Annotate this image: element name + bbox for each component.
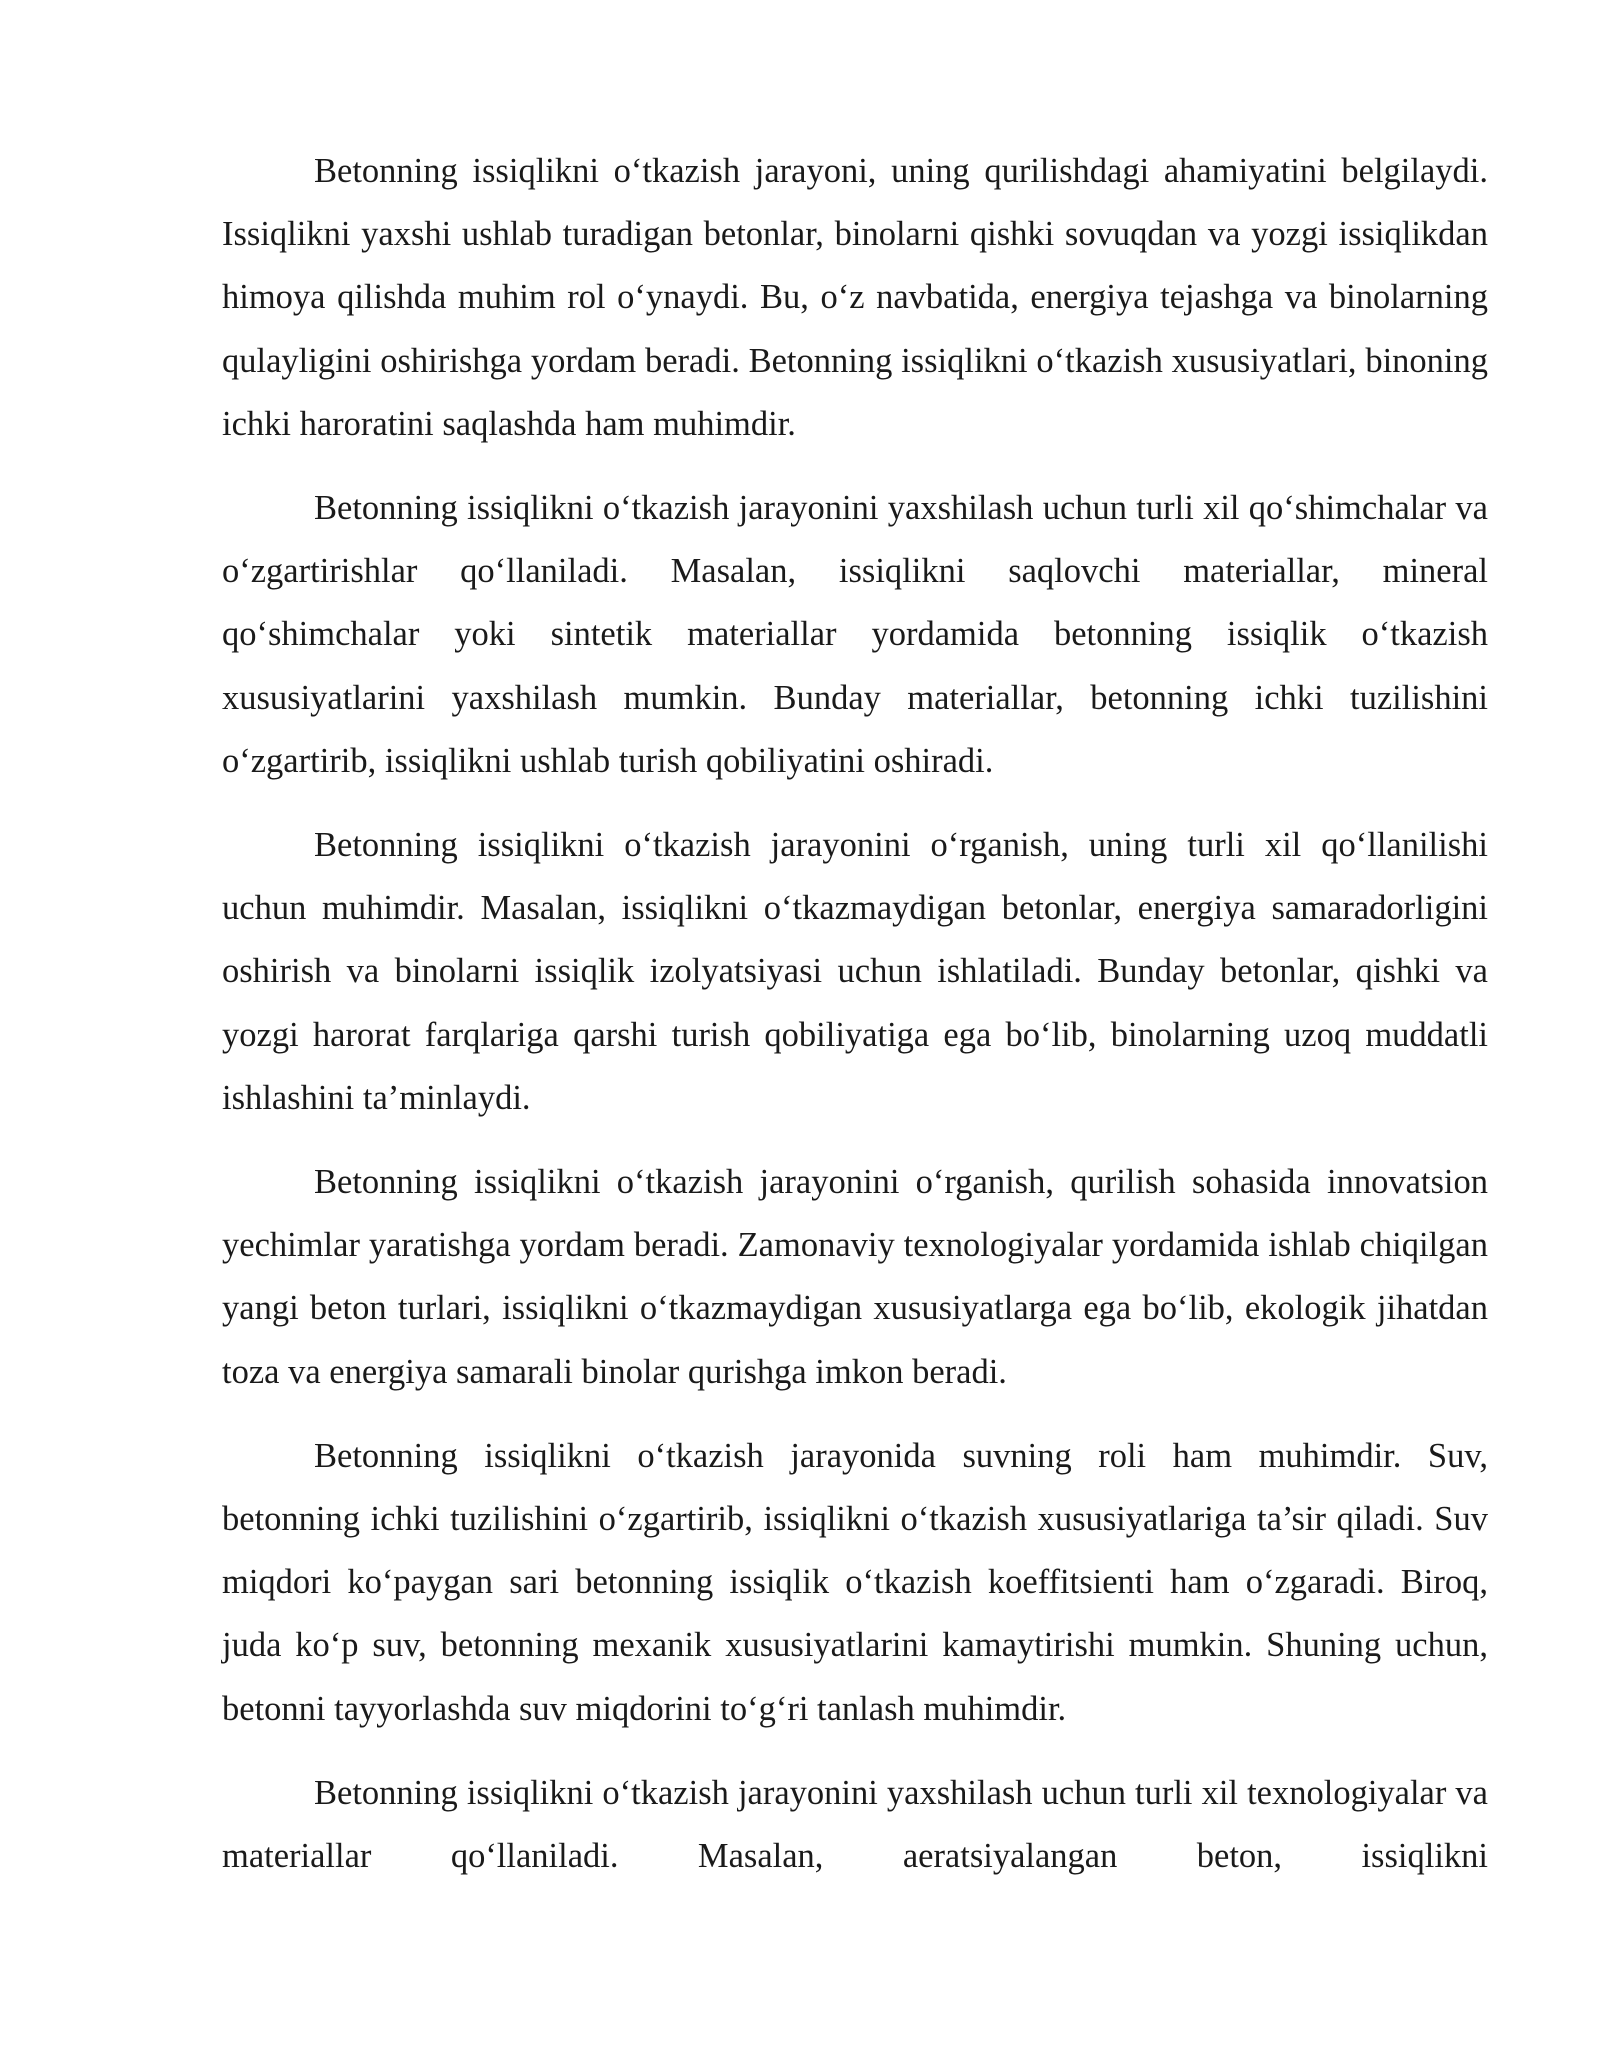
paragraph: Betonning issiqlikni o‘tkazish jarayonini o‘rganish, uning turli xil qo‘llanilishi uchun muhimdir. Masalan, issiqlikni o‘tkazmaydigan betonlar, energiya samaradorligini oshirish va binolarni issiqlik izolyatsiyasi uchun ishlatiladi. Bunday betonlar, qishki va yozgi harorat farqlariga qarshi turish qobiliyatiga ega bo‘lib, binolarning uzoq muddatli ishlashini ta’minlaydi. [222, 826, 1488, 1117]
paragraph: Betonning issiqlikni o‘tkazish jarayonini yaxshilash uchun turli xil qo‘shimchalar va o‘zgartirishlar qo‘llaniladi. Masalan, issiqlikni saqlovchi materiallar, mineral qo‘shimchalar yoki sintetik materiallar yordamida betonning issiqlik o‘tkazish xususiyatlarini yaxshilash mumkin. Bunday materiallar, betonning ichki tuzilishini o‘zgartirib, issiqlikni ushlab turish qobiliyatini oshiradi. [222, 489, 1488, 780]
paragraph-partial: Betonning issiqlikni o‘tkazish jarayonini yaxshilash uchun turli xil texnologiyalar va materiallar qo‘llaniladi. Masalan, aeratsiyalangan beton, issiqlikni [222, 1773, 1488, 1876]
paragraph: Betonning issiqlikni o‘tkazish jarayoni, uning qurilishdagi ahamiyatini belgilaydi. Issiqlikni yaxshi ushlab turadigan betonlar, binolarni qishki sovuqdan va yozgi issiqlikdan himoya qilishda muhim rol o‘ynaydi. Bu, o‘z navbatida, energiya tejashga va binolarning qulayligini oshirishga yordam beradi. Betonning issiqlikni o‘tkazish xususiyatlari, binoning ichki haroratini saqlashda ham muhimdir. [222, 152, 1488, 443]
document-body [222, 140, 1488, 1909]
paragraph: Betonning issiqlikni o‘tkazish jarayonida suvning roli ham muhimdir. Suv, betonning ichki tuzilishini o‘zgartirib, issiqlikni o‘tkazish xususiyatlariga ta’sir qiladi. Suv miqdori ko‘paygan sari betonning issiqlik o‘tkazish koeffitsienti ham o‘zgaradi. Biroq, juda ko‘p suv, betonning mexanik xususiyatlarini kamaytirishi mumkin. Shuning uchun, betonni tayyorlashda suv miqdorini to‘g‘ri tanlash muhimdir. [222, 1436, 1488, 1728]
paragraph: Betonning issiqlikni o‘tkazish jarayonini o‘rganish, qurilish sohasida innovatsion yechimlar yaratishga yordam beradi. Zamonaviy texnologiyalar yordamida ishlab chiqilgan yangi beton turlari, issiqlikni o‘tkazmaydigan xususiyatlarga ega bo‘lib, ekologik jihatdan toza va energiya samarali binolar qurishga imkon beradi. [222, 1163, 1488, 1391]
